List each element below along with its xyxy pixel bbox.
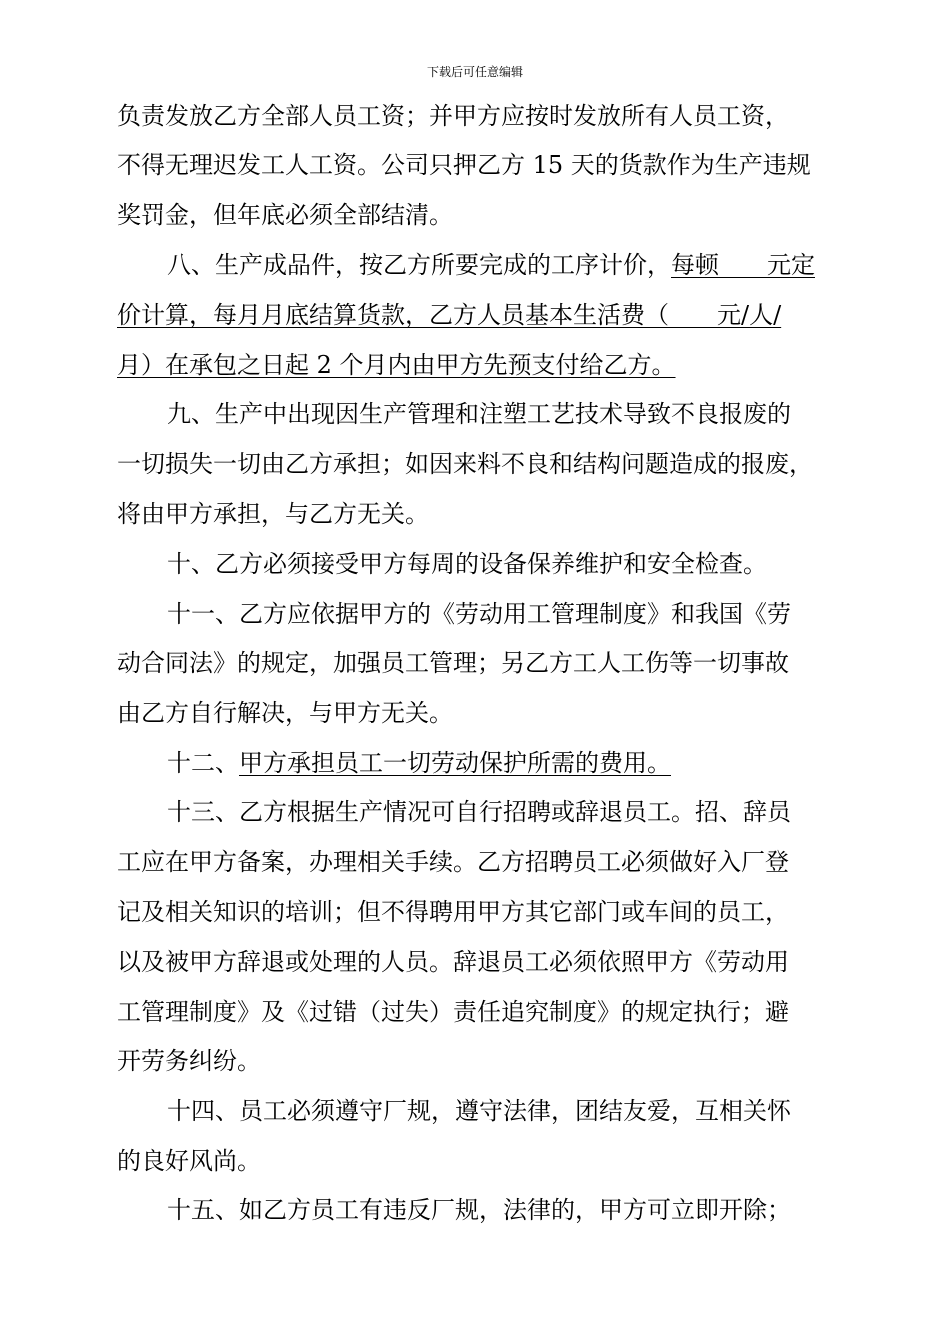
underlined-text: 甲方承担员工一切劳动保护所需的费用。 xyxy=(239,749,671,777)
text-line: 十、乙方必须接受甲方每周的设备保养维护和安全检查。 xyxy=(167,550,767,578)
text-line: 动合同法》的规定，加强员工管理；另乙方工人工伤等一切事故 xyxy=(117,649,789,677)
text-line: 开劳务纠纷。 xyxy=(117,1047,261,1075)
text-line: 由乙方自行解决，与甲方无关。 xyxy=(117,699,453,727)
text-line: 记及相关知识的培训；但不得聘用甲方其它部门或车间的员工， xyxy=(117,898,789,926)
text-line: 一切损失一切由乙方承担；如因来料不良和结构问题造成的报废， xyxy=(117,450,813,478)
text-line: 十三、乙方根据生产情况可自行招聘或辞退员工。招、辞员 xyxy=(167,798,791,826)
text-line: 十四、员工必须遵守厂规，遵守法律，团结友爱，互相关怀 xyxy=(167,1097,791,1125)
underlined-text-line: 月）在承包之日起 2 个月内由甲方先预支付给乙方。 xyxy=(117,351,676,379)
text-line: 负责发放乙方全部人员工资；并甲方应按时发放所有人员工资， xyxy=(117,102,789,130)
text-line: 将由甲方承担，与乙方无关。 xyxy=(117,500,429,528)
text-line: 奖罚金，但年底必须全部结清。 xyxy=(117,201,453,229)
page-header: 下载后可任意编辑 xyxy=(426,65,523,79)
underlined-text: 每顿 元定 xyxy=(671,251,815,279)
text-line: 不得无理迟发工人工资。公司只押乙方 15 天的货款作为生产违规 xyxy=(117,151,811,179)
paragraph-8-line xyxy=(167,249,815,281)
text-segment: 十二、 xyxy=(167,749,239,777)
text-line: 工管理制度》及《过错（过失）责任追究制度》的规定执行；避 xyxy=(117,998,789,1026)
text-line: 工应在甲方备案，办理相关手续。乙方招聘员工必须做好入厂登 xyxy=(117,848,789,876)
text-line: 十一、乙方应依据甲方的《劳动用工管理制度》和我国《劳 xyxy=(167,600,791,628)
text-segment: 八、生产成品件，按乙方所要完成的工序计价， xyxy=(167,251,671,279)
paragraph-12-line xyxy=(167,747,671,779)
text-line: 九、生产中出现因生产管理和注塑工艺技术导致不良报废的 xyxy=(167,400,791,428)
text-line: 十五、如乙方员工有违反厂规，法律的，甲方可立即开除； xyxy=(167,1196,791,1224)
underlined-text-line: 价计算，每月月底结算货款，乙方人员基本生活费（ 元/人/ xyxy=(117,301,782,329)
text-line: 以及被甲方辞退或处理的人员。辞退员工必须依照甲方《劳动用 xyxy=(117,948,789,976)
text-line: 的良好风尚。 xyxy=(117,1147,261,1175)
